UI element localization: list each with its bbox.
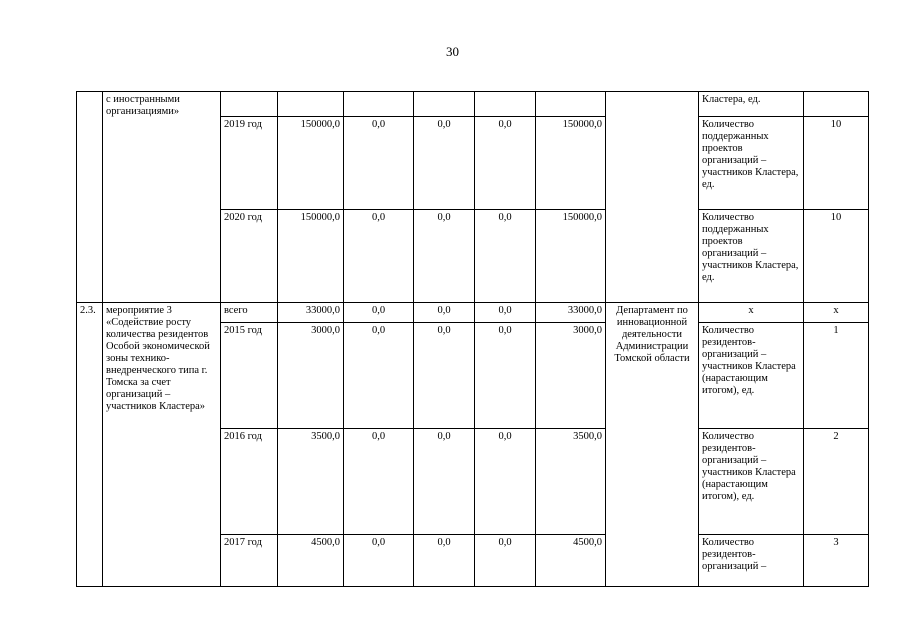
year-cell: 2019 год xyxy=(221,117,278,210)
indicator-value-cell: 1 xyxy=(804,323,869,429)
indicator-value-cell: 10 xyxy=(804,117,869,210)
amount-cell: 0,0 xyxy=(414,117,475,210)
amount-cell: 0,0 xyxy=(475,303,536,323)
event-cell: с иностранными организациями» xyxy=(103,92,221,303)
amount-cell xyxy=(344,92,414,117)
indicator-value-cell: х xyxy=(804,303,869,323)
year-cell: 2015 год xyxy=(221,323,278,429)
amount-cell: 3500,0 xyxy=(536,429,606,535)
amount-cell: 0,0 xyxy=(475,323,536,429)
amount-cell: 0,0 xyxy=(414,323,475,429)
indicator-cell: Кластера, ед. xyxy=(699,92,804,117)
amount-total-cell xyxy=(278,92,344,117)
amount-cell: 0,0 xyxy=(475,429,536,535)
indicator-cell: х xyxy=(699,303,804,323)
executor-cell: Департамент по инновационной деятельности Администрации Томской области xyxy=(606,303,699,587)
year-cell: 2017 год xyxy=(221,535,278,587)
indicator-cell: Количество резидентов-организаций – участников Кластера (нарастающим итогом), ед. xyxy=(699,429,804,535)
amount-cell: 0,0 xyxy=(344,323,414,429)
amount-cell: 0,0 xyxy=(475,210,536,303)
indicator-value-cell xyxy=(804,92,869,117)
table-row xyxy=(77,92,869,117)
amount-cell: 0,0 xyxy=(344,303,414,323)
amount-total-cell: 3000,0 xyxy=(278,323,344,429)
amount-cell: 0,0 xyxy=(414,429,475,535)
indicator-value-cell: 3 xyxy=(804,535,869,587)
indicator-cell: Количество резидентов-организаций – xyxy=(699,535,804,587)
executor-cell xyxy=(606,92,699,303)
indicator-cell: Количество поддержанных проектов организаций – участников Кластера, ед. xyxy=(699,210,804,303)
amount-cell: 150000,0 xyxy=(536,210,606,303)
year-cell xyxy=(221,92,278,117)
amount-cell: 33000,0 xyxy=(536,303,606,323)
amount-cell: 0,0 xyxy=(344,429,414,535)
indicator-value-cell: 2 xyxy=(804,429,869,535)
program-table xyxy=(76,91,869,587)
amount-cell: 150000,0 xyxy=(536,117,606,210)
amount-total-cell: 4500,0 xyxy=(278,535,344,587)
amount-cell xyxy=(536,92,606,117)
amount-total-cell: 150000,0 xyxy=(278,210,344,303)
amount-total-cell: 33000,0 xyxy=(278,303,344,323)
amount-cell: 4500,0 xyxy=(536,535,606,587)
table-row xyxy=(77,303,869,323)
amount-total-cell: 3500,0 xyxy=(278,429,344,535)
year-cell: 2016 год xyxy=(221,429,278,535)
number-cell: 2.3. xyxy=(77,303,103,587)
year-cell: всего xyxy=(221,303,278,323)
indicator-cell: Количество резидентов-организаций – участников Кластера (нарастающим итогом), ед. xyxy=(699,323,804,429)
amount-cell: 0,0 xyxy=(475,117,536,210)
amount-cell: 0,0 xyxy=(344,210,414,303)
indicator-value-cell: 10 xyxy=(804,210,869,303)
year-cell: 2020 год xyxy=(221,210,278,303)
indicator-cell: Количество поддержанных проектов организаций – участников Кластера, ед. xyxy=(699,117,804,210)
amount-cell: 3000,0 xyxy=(536,323,606,429)
amount-total-cell: 150000,0 xyxy=(278,117,344,210)
amount-cell: 0,0 xyxy=(475,535,536,587)
amount-cell: 0,0 xyxy=(414,303,475,323)
page-number: 30 xyxy=(446,44,459,59)
amount-cell: 0,0 xyxy=(414,210,475,303)
amount-cell xyxy=(475,92,536,117)
amount-cell: 0,0 xyxy=(344,535,414,587)
number-cell xyxy=(77,92,103,303)
amount-cell: 0,0 xyxy=(344,117,414,210)
amount-cell: 0,0 xyxy=(414,535,475,587)
event-cell: мероприятие 3 «Содействие росту количества резидентов Особой экономической зоны технико-внедренческого типа г. Томска за счет организаций – участников Кластера» xyxy=(103,303,221,587)
amount-cell xyxy=(414,92,475,117)
